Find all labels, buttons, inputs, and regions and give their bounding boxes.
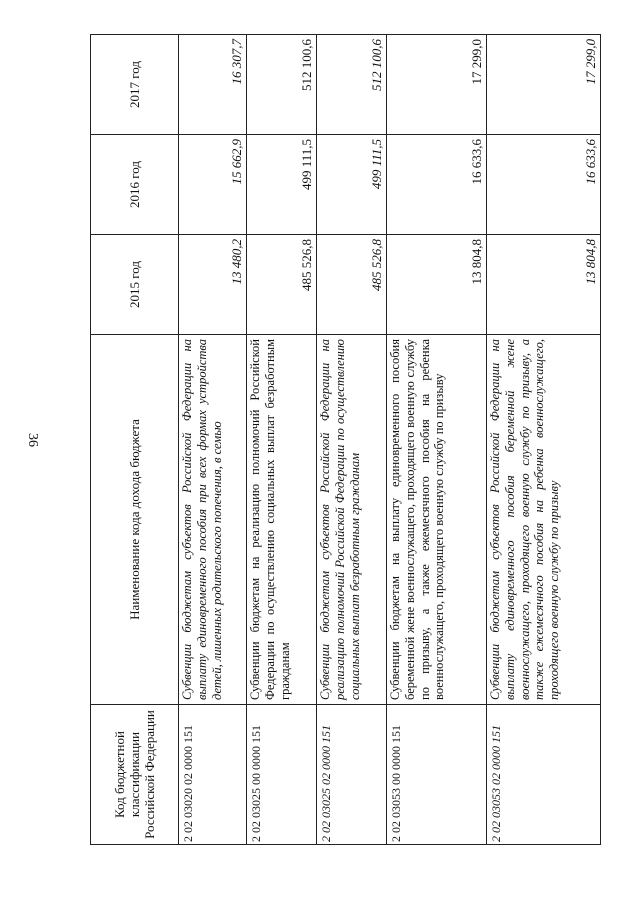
row-name: Субвенции бюджетам на реализацию полномочий Российской Федерации по осуществлению социальных выплат безработным гражданам xyxy=(247,335,317,705)
header-name: Наименование кода дохода бюджета xyxy=(91,335,179,705)
row-value-2017: 17 299,0 xyxy=(487,35,601,135)
header-code: Код бюджетной классификации Российской Федерации xyxy=(91,705,179,845)
rotated-page-content xyxy=(90,35,598,845)
budget-revenue-table xyxy=(90,34,601,845)
row-code: 2 02 03025 02 0000 151 xyxy=(317,705,387,845)
row-value-2016: 499 111,5 xyxy=(247,135,317,235)
row-value-2017: 16 307,7 xyxy=(179,35,247,135)
table-row xyxy=(179,35,247,845)
row-value-2016: 16 633,6 xyxy=(487,135,601,235)
row-value-2015: 13 480,2 xyxy=(179,235,247,335)
row-code: 2 02 03025 00 0000 151 xyxy=(247,705,317,845)
row-name: Субвенции бюджетам субъектов Российской Федерации на реализацию полномочий Российской Федерации по осуществлению социальных выплат безработным гражданам xyxy=(317,335,387,705)
row-value-2015: 485 526,8 xyxy=(247,235,317,335)
row-name: Субвенции бюджетам субъектов Российской Федерации на выплату единовременного пособия беременной жене военнослужащего, проходящего военную службу по призыву, а также ежемесячного пособия на ребенка военнослужащего, проходящего военную службу по призыву xyxy=(487,335,601,705)
page-number: 36 xyxy=(25,433,40,447)
row-value-2015: 13 804,8 xyxy=(487,235,601,335)
row-name: Субвенции бюджетам на выплату единовременного пособия беременной жене военнослужащего, проходящего военную службу по призыву, а также ежемесячного пособия на ребенка военнослужащего, проходящего военную службу по призыву xyxy=(387,335,487,705)
row-code: 2 02 03053 00 0000 151 xyxy=(387,705,487,845)
header-2016: 2016 год xyxy=(91,135,179,235)
row-value-2017: 17 299,0 xyxy=(387,35,487,135)
row-code: 2 02 03053 02 0000 151 xyxy=(487,705,601,845)
row-value-2015: 13 804,8 xyxy=(387,235,487,335)
row-code: 2 02 03020 02 0000 151 xyxy=(179,705,247,845)
table-row xyxy=(487,35,601,845)
table-row xyxy=(387,35,487,845)
header-2015: 2015 год xyxy=(91,235,179,335)
table-row xyxy=(317,35,387,845)
row-value-2016: 499 111,5 xyxy=(317,135,387,235)
row-value-2016: 15 662,9 xyxy=(179,135,247,235)
row-value-2017: 512 100,6 xyxy=(247,35,317,135)
header-2017: 2017 год xyxy=(91,35,179,135)
table-row xyxy=(247,35,317,845)
row-value-2015: 485 526,8 xyxy=(317,235,387,335)
row-name: Субвенции бюджетам субъектов Российской Федерации на выплату единовременного пособия при всех формах устройства детей, лишенных родительского попечения, в семью xyxy=(179,335,247,705)
row-value-2017: 512 100,6 xyxy=(317,35,387,135)
row-value-2016: 16 633,6 xyxy=(387,135,487,235)
table-header-row xyxy=(91,35,179,845)
